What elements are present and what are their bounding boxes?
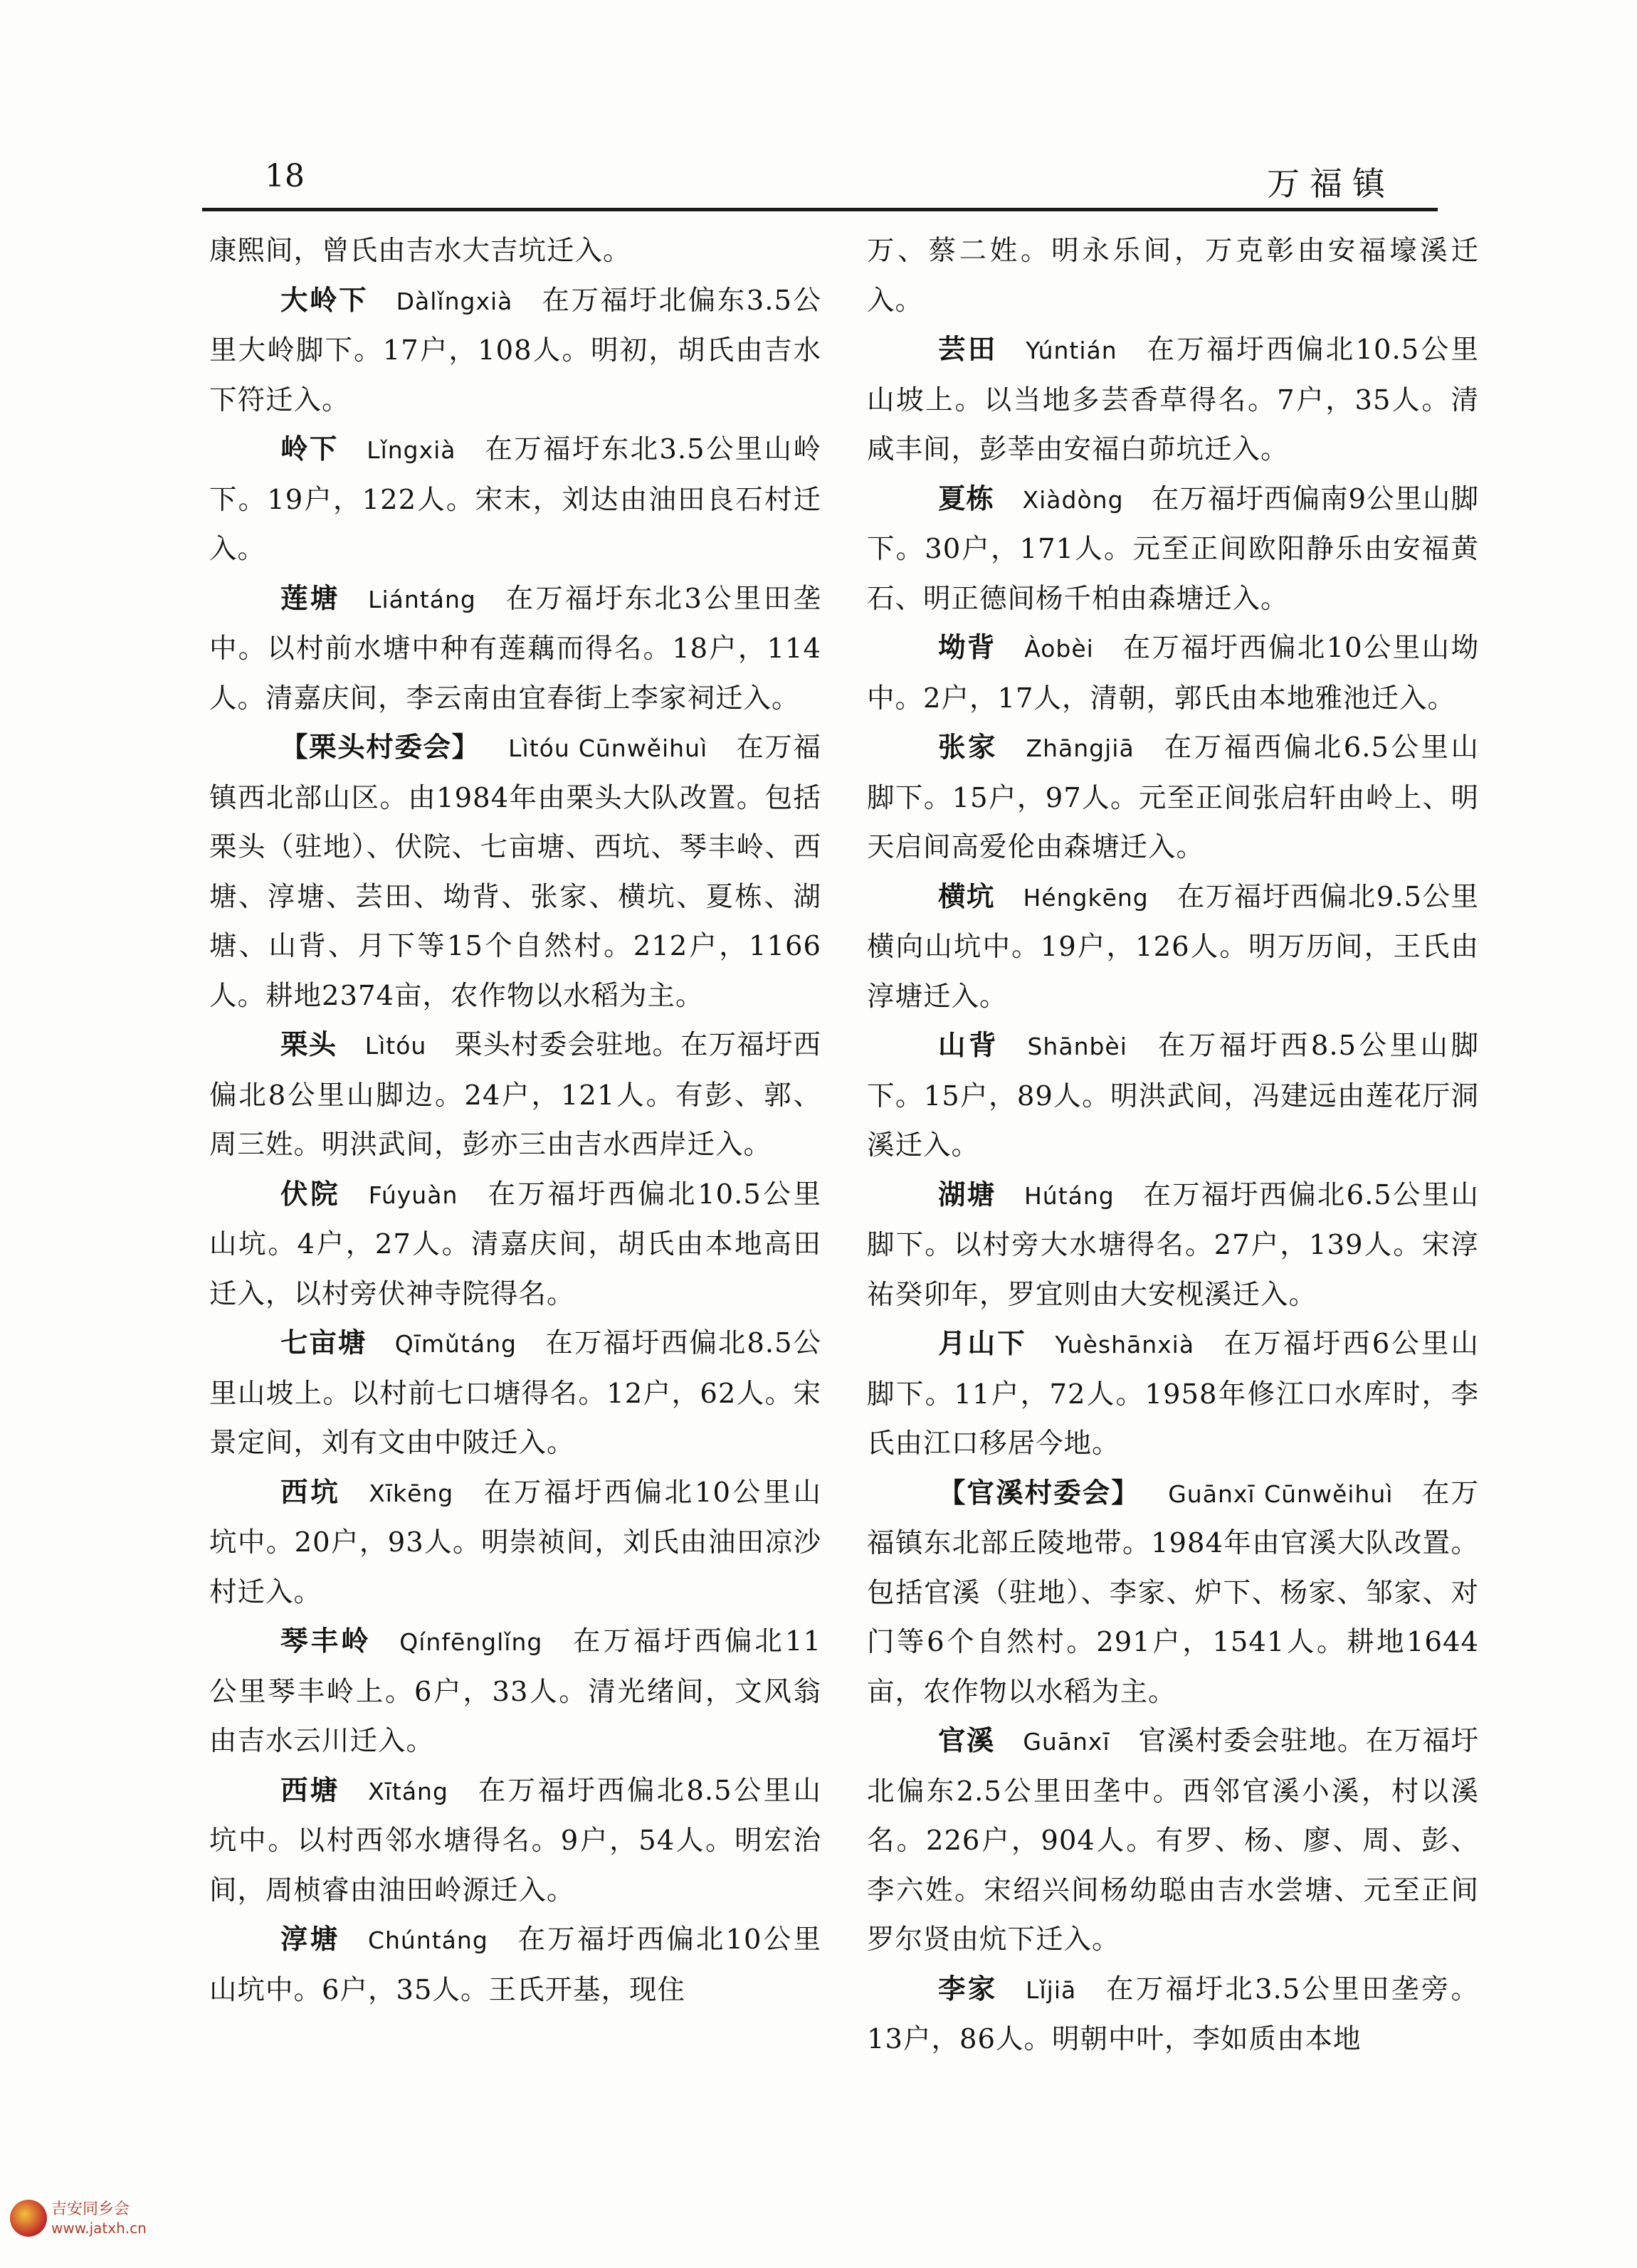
entry-text: 在万福圩西偏北11公里琴丰岭上。6户，33人。清光绪间，文风翁由吉水云川迁入。 (209, 1625, 821, 1757)
entry-name: 莲塘 (280, 582, 340, 615)
entry-name: 琴丰岭 (280, 1625, 372, 1657)
entry-text: 在万福圩西偏北10.5公里山坡上。以当地多芸香草得名。7户，35人。清咸丰间，彭莘由安福白茆坑迁入。 (867, 334, 1479, 465)
committee-entry (209, 723, 821, 1020)
village-entry (867, 1021, 1479, 1171)
entry-romanization: Qīmǔtáng (394, 1330, 517, 1358)
entry-text: 康熙间，曾氏由吉水大吉坑迁入。 (209, 235, 631, 267)
entry-romanization: Liántáng (368, 585, 476, 613)
entry-romanization: Xīkēng (369, 1479, 454, 1507)
village-entry (209, 1468, 821, 1618)
entry-name: 七亩塘 (280, 1327, 367, 1359)
entry-text: 在万福圩东北3公里田垄中。以村前水塘中种有莲藕而得名。18户，114人。清嘉庆间，李云南由宜春街上李家祠迁入。 (209, 582, 821, 714)
entry-name: 伏院 (280, 1178, 341, 1211)
village-entry (867, 723, 1479, 872)
entry-romanization: Xiàdòng (1022, 485, 1124, 514)
entry-name: 官溪 (938, 1725, 995, 1757)
entry-text: 在万福圩西偏北10公里山坳中。2户，17人，清朝，郭氏由本地雅池迁入。 (867, 632, 1479, 714)
entry-text: 在万福西偏北6.5公里山脚下。15户，97人。元至正间张启轩由岭上、明天启间高爱伦由森塘迁入。 (867, 732, 1479, 863)
entry-name: 坳背 (938, 632, 996, 664)
entry-text: 在万福圩东北3.5公里山岭下。19户，122人。宋末，刘达由油田良石村迁入。 (209, 433, 821, 565)
entry-romanization: Guānxī Cūnwěihuì (1168, 1480, 1394, 1508)
village-entry (867, 872, 1479, 1022)
entry-text: 栗头村委会驻地。在万福圩西偏北8公里山脚边。24户，121人。有彭、郭、周三姓。明洪武间，彭亦三由吉水西岸迁入。 (209, 1029, 821, 1161)
entry-romanization: Hútáng (1023, 1181, 1115, 1210)
entry-romanization: Guānxī (1023, 1728, 1110, 1756)
entry-romanization: Lǐjiā (1026, 1976, 1077, 2004)
entry-name: 张家 (938, 732, 999, 764)
entry-name: 岭下 (280, 433, 339, 465)
entry-romanization: Fúyuàn (368, 1181, 458, 1209)
entry-text: 在万福圩西偏北10公里山坑中。6户，35人。王氏开基，现住 (209, 1924, 821, 2006)
entry-romanization: Dàlǐngxià (396, 287, 513, 315)
entry-text: 在万福圩北偏东3.5公里大岭脚下。17户，108人。明初，胡氏由吉水下符迁入。 (209, 284, 821, 416)
entry-text: 在万福圩西偏南9公里山脚下。30户，171人。元至正间欧阳静乐由安福黄石、明正德间杨千柏由森塘迁入。 (867, 482, 1480, 615)
entry-romanization: Zhāngjiā (1026, 734, 1135, 762)
village-entry (209, 1915, 821, 2015)
logo-text: 吉安同乡会 (51, 2200, 130, 2218)
entry-name: 月山下 (938, 1328, 1027, 1360)
entry-name: 湖塘 (938, 1178, 996, 1211)
entry-name: 淳塘 (280, 1924, 340, 1956)
entry-romanization: Chúntáng (367, 1926, 488, 1954)
entry-name: 【官溪村委会】 (938, 1477, 1140, 1509)
entry-text: 在万福圩西偏北9.5公里横向山坑中。19户，126人。明万历间，王氏由淳塘迁入。 (867, 880, 1479, 1013)
left-column (209, 226, 821, 2015)
village-entry (867, 1319, 1479, 1469)
entry-text: 在万福圩西8.5公里山脚下。15户，89人。明洪武间，冯建远由莲花厅洞溪迁入。 (867, 1030, 1479, 1161)
village-entry (209, 1319, 821, 1468)
entry-text: 在万福圩西偏北8.5公里山坡上。以村前七口塘得名。12户，62人。宋景定间，刘有文由中陂迁入。 (209, 1327, 821, 1459)
village-entry (209, 276, 821, 426)
entry-romanization: Àobèi (1024, 635, 1094, 663)
logo-url: www.jatxh.cn (51, 2220, 147, 2237)
entry-name: 山背 (938, 1030, 999, 1062)
continued-text (867, 226, 1479, 325)
village-entry (209, 574, 821, 724)
entry-name: 栗头 (280, 1029, 337, 1061)
site-logo (10, 2194, 174, 2244)
entry-name: 李家 (938, 1973, 998, 2005)
entry-romanization: Lǐngxià (367, 436, 456, 464)
continued-text (209, 226, 821, 276)
entry-romanization: Yuèshānxià (1055, 1331, 1195, 1359)
entry-name: 大岭下 (280, 284, 369, 317)
entry-name: 芸田 (938, 334, 998, 366)
entry-text: 在万福圩西偏北6.5公里山脚下。以村旁大水塘得名。27户，139人。宋淳祐癸卯年，罗宜则由大安枧溪迁入。 (867, 1178, 1479, 1311)
entry-text: 在万福圩西偏北8.5公里山坑中。以村西邻水塘得名。9户，54人。明宏治间，周桢睿由油田岭源迁入。 (209, 1774, 821, 1906)
running-title: 万福镇 (1267, 164, 1395, 203)
logo-emblem-icon (10, 2200, 47, 2237)
entry-name: 西坑 (280, 1476, 341, 1509)
entry-romanization: Lìtóu Cūnwěihuì (508, 734, 708, 762)
village-entry (867, 325, 1479, 475)
header-rule (202, 208, 1438, 211)
entry-romanization: Shānbèi (1027, 1033, 1127, 1060)
entry-text: 在万福圩西偏北10.5公里山坑。4户，27人。清嘉庆间，胡氏由本地高田迁入，以村旁伏神寺院得名。 (209, 1178, 821, 1310)
village-entry (867, 623, 1479, 723)
village-entry (867, 1965, 1479, 2064)
entry-text: 官溪村委会驻地。在万福圩北偏东2.5公里田垄中。西邻官溪小溪，村以溪名。226户，904人。有罗、杨、廖、周、彭、李六姓。宋绍兴间杨幼聪由吉水尝塘、元至正间罗尔贤由炕下迁入。 (867, 1725, 1479, 1956)
entry-name: 横坑 (938, 880, 995, 913)
village-entry (867, 1171, 1479, 1320)
entry-text: 在万福圩西偏北10公里山坑中。20户，93人。明崇祯间，刘氏由油田凉沙村迁入。 (209, 1476, 821, 1608)
village-entry (209, 425, 821, 574)
entry-name: 夏栋 (938, 482, 995, 515)
entry-text: 在万福镇西北部山区。由1984年由栗头大队改置。包括栗头（驻地）、伏院、七亩塘、西坑、琴丰岭、西塘、淳塘、芸田、坳背、张家、横坑、夏栋、湖塘、山背、月下等15个自然村。212户，1166人。耕地2374亩，农作物以水稻为主。 (209, 732, 821, 1012)
entry-text: 万、蔡二姓。明永乐间，万克彰由安福壕溪迁入。 (867, 235, 1479, 317)
village-entry (209, 1170, 821, 1319)
village-entry (209, 1617, 821, 1766)
right-column (867, 226, 1479, 2064)
village-entry (209, 1020, 821, 1170)
entry-romanization: Lìtóu (364, 1032, 427, 1060)
page-number: 18 (265, 158, 305, 194)
entry-romanization: Yúntián (1026, 337, 1117, 364)
village-entry (867, 1716, 1479, 1965)
village-entry (209, 1766, 821, 1916)
entry-romanization: Qínfēnglǐng (399, 1628, 543, 1656)
entry-romanization: Xītáng (368, 1777, 448, 1805)
entry-name: 西塘 (280, 1774, 340, 1807)
village-entry (867, 475, 1479, 624)
entry-text: 在万福镇东北部丘陵地带。1984年由官溪大队改置。包括官溪（驻地）、李家、炉下、杨家、邹家、对门等6个自然村。291户，1541人。耕地1644亩，农作物以水稻为主。 (867, 1477, 1479, 1708)
entry-name: 【栗头村委会】 (280, 732, 480, 764)
entry-romanization: Héngkēng (1023, 883, 1149, 912)
entry-text: 在万福圩北3.5公里田垄旁。13户，86人。明朝中叶，李如质由本地 (867, 1973, 1479, 2055)
committee-entry (867, 1469, 1479, 1717)
entry-text: 在万福圩西6公里山脚下。11户，72人。1958年修江口水库时，李氏由江口移居今地。 (867, 1328, 1479, 1460)
